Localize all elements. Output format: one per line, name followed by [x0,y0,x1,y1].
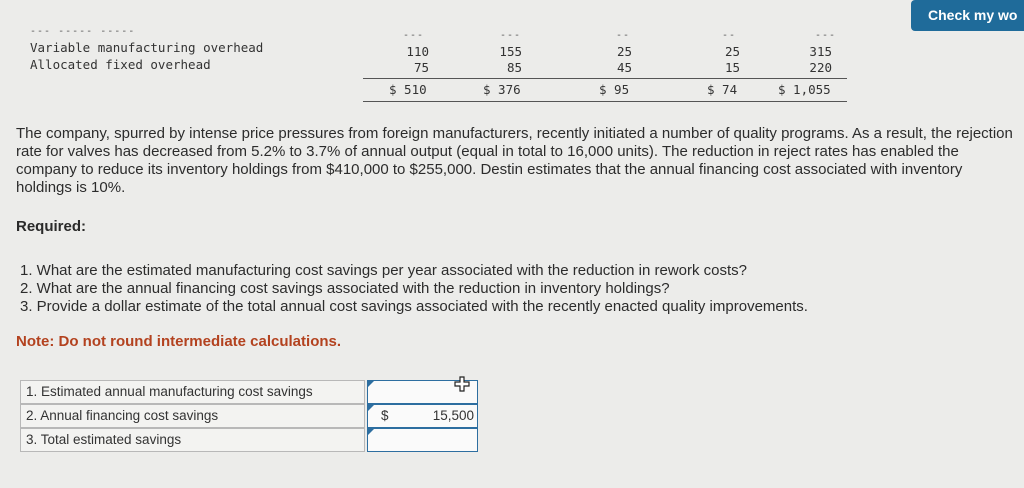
col3-dashes: -- [616,30,631,41]
question-1: 1. What are the estimated manufacturing cost savings per year associated with the reduction in rework costs? [20,262,748,279]
row-label-fixed-overhead: Allocated fixed overhead [30,57,211,72]
required-heading: Required: [16,218,87,235]
cost-table [0,0,1024,110]
subtotal-rule [363,78,847,79]
answer-label-1: 1. Estimated annual manufacturing cost savings [20,380,365,404]
cell: 75 [413,60,429,75]
cell: 25 [724,44,740,59]
row-label-variable-overhead: Variable manufacturing overhead [30,40,264,55]
total-cell: $ 376 [483,82,521,97]
answer-value: 15,500 [432,408,474,423]
answer-input-1[interactable] [367,380,478,404]
answer-label-2: 2. Annual financing cost savings [20,404,365,428]
col4-dashes: -- [722,30,737,41]
question-3: 3. Provide a dollar estimate of the total annual cost savings associated with the recently enacted quality improvements. [20,298,808,315]
check-my-work-button[interactable]: Check my wo [911,0,1024,31]
answer-table [20,380,478,455]
question-2: 2. What are the annual financing cost savings associated with the reduction in inventory holdings? [20,280,670,297]
total-cell: $ 74 [707,82,738,97]
input-flag [368,381,374,387]
problem-paragraph: The company, spurred by intense price pressures from foreign manufacturers, recently initiated a number of quality programs. As a result, the rejection rate for valves has decreased from 5.2% to 3.7% of annual output (equal in total to 16,000 units). The reduction in reject rates has enabled the company to reduce its inventory holdings from $410,000 to $255,000. Destin estimates that the annual financing cost associated with inventory holdings is 10%. [16,125,1013,196]
answer-input-2[interactable] [367,404,478,428]
cell: 220 [809,60,832,75]
cell: 155 [499,44,522,59]
col5-dashes: --- [815,30,837,41]
answer-label-3: 3. Total estimated savings [20,428,365,452]
total-rule [363,101,847,102]
cell: 85 [506,60,522,75]
question-list [20,262,1020,316]
move-cursor-icon [454,376,470,392]
total-cell: $ 1,055 [778,82,831,97]
col2-dashes: --- [500,30,522,41]
answer-input-3[interactable] [367,428,478,452]
col1-dashes: --- [403,30,425,41]
input-flag [368,429,374,435]
cell: 110 [406,44,429,59]
cell: 315 [809,44,832,59]
currency-symbol: $ [381,408,389,423]
input-flag [368,405,374,411]
header-dashes: --- ----- ----- [30,26,136,37]
total-cell: $ 510 [389,82,427,97]
cell: 15 [724,60,740,75]
cell: 45 [616,60,632,75]
note-text: Note: Do not round intermediate calculations. [16,333,342,350]
total-cell: $ 95 [599,82,630,97]
cell: 25 [616,44,632,59]
